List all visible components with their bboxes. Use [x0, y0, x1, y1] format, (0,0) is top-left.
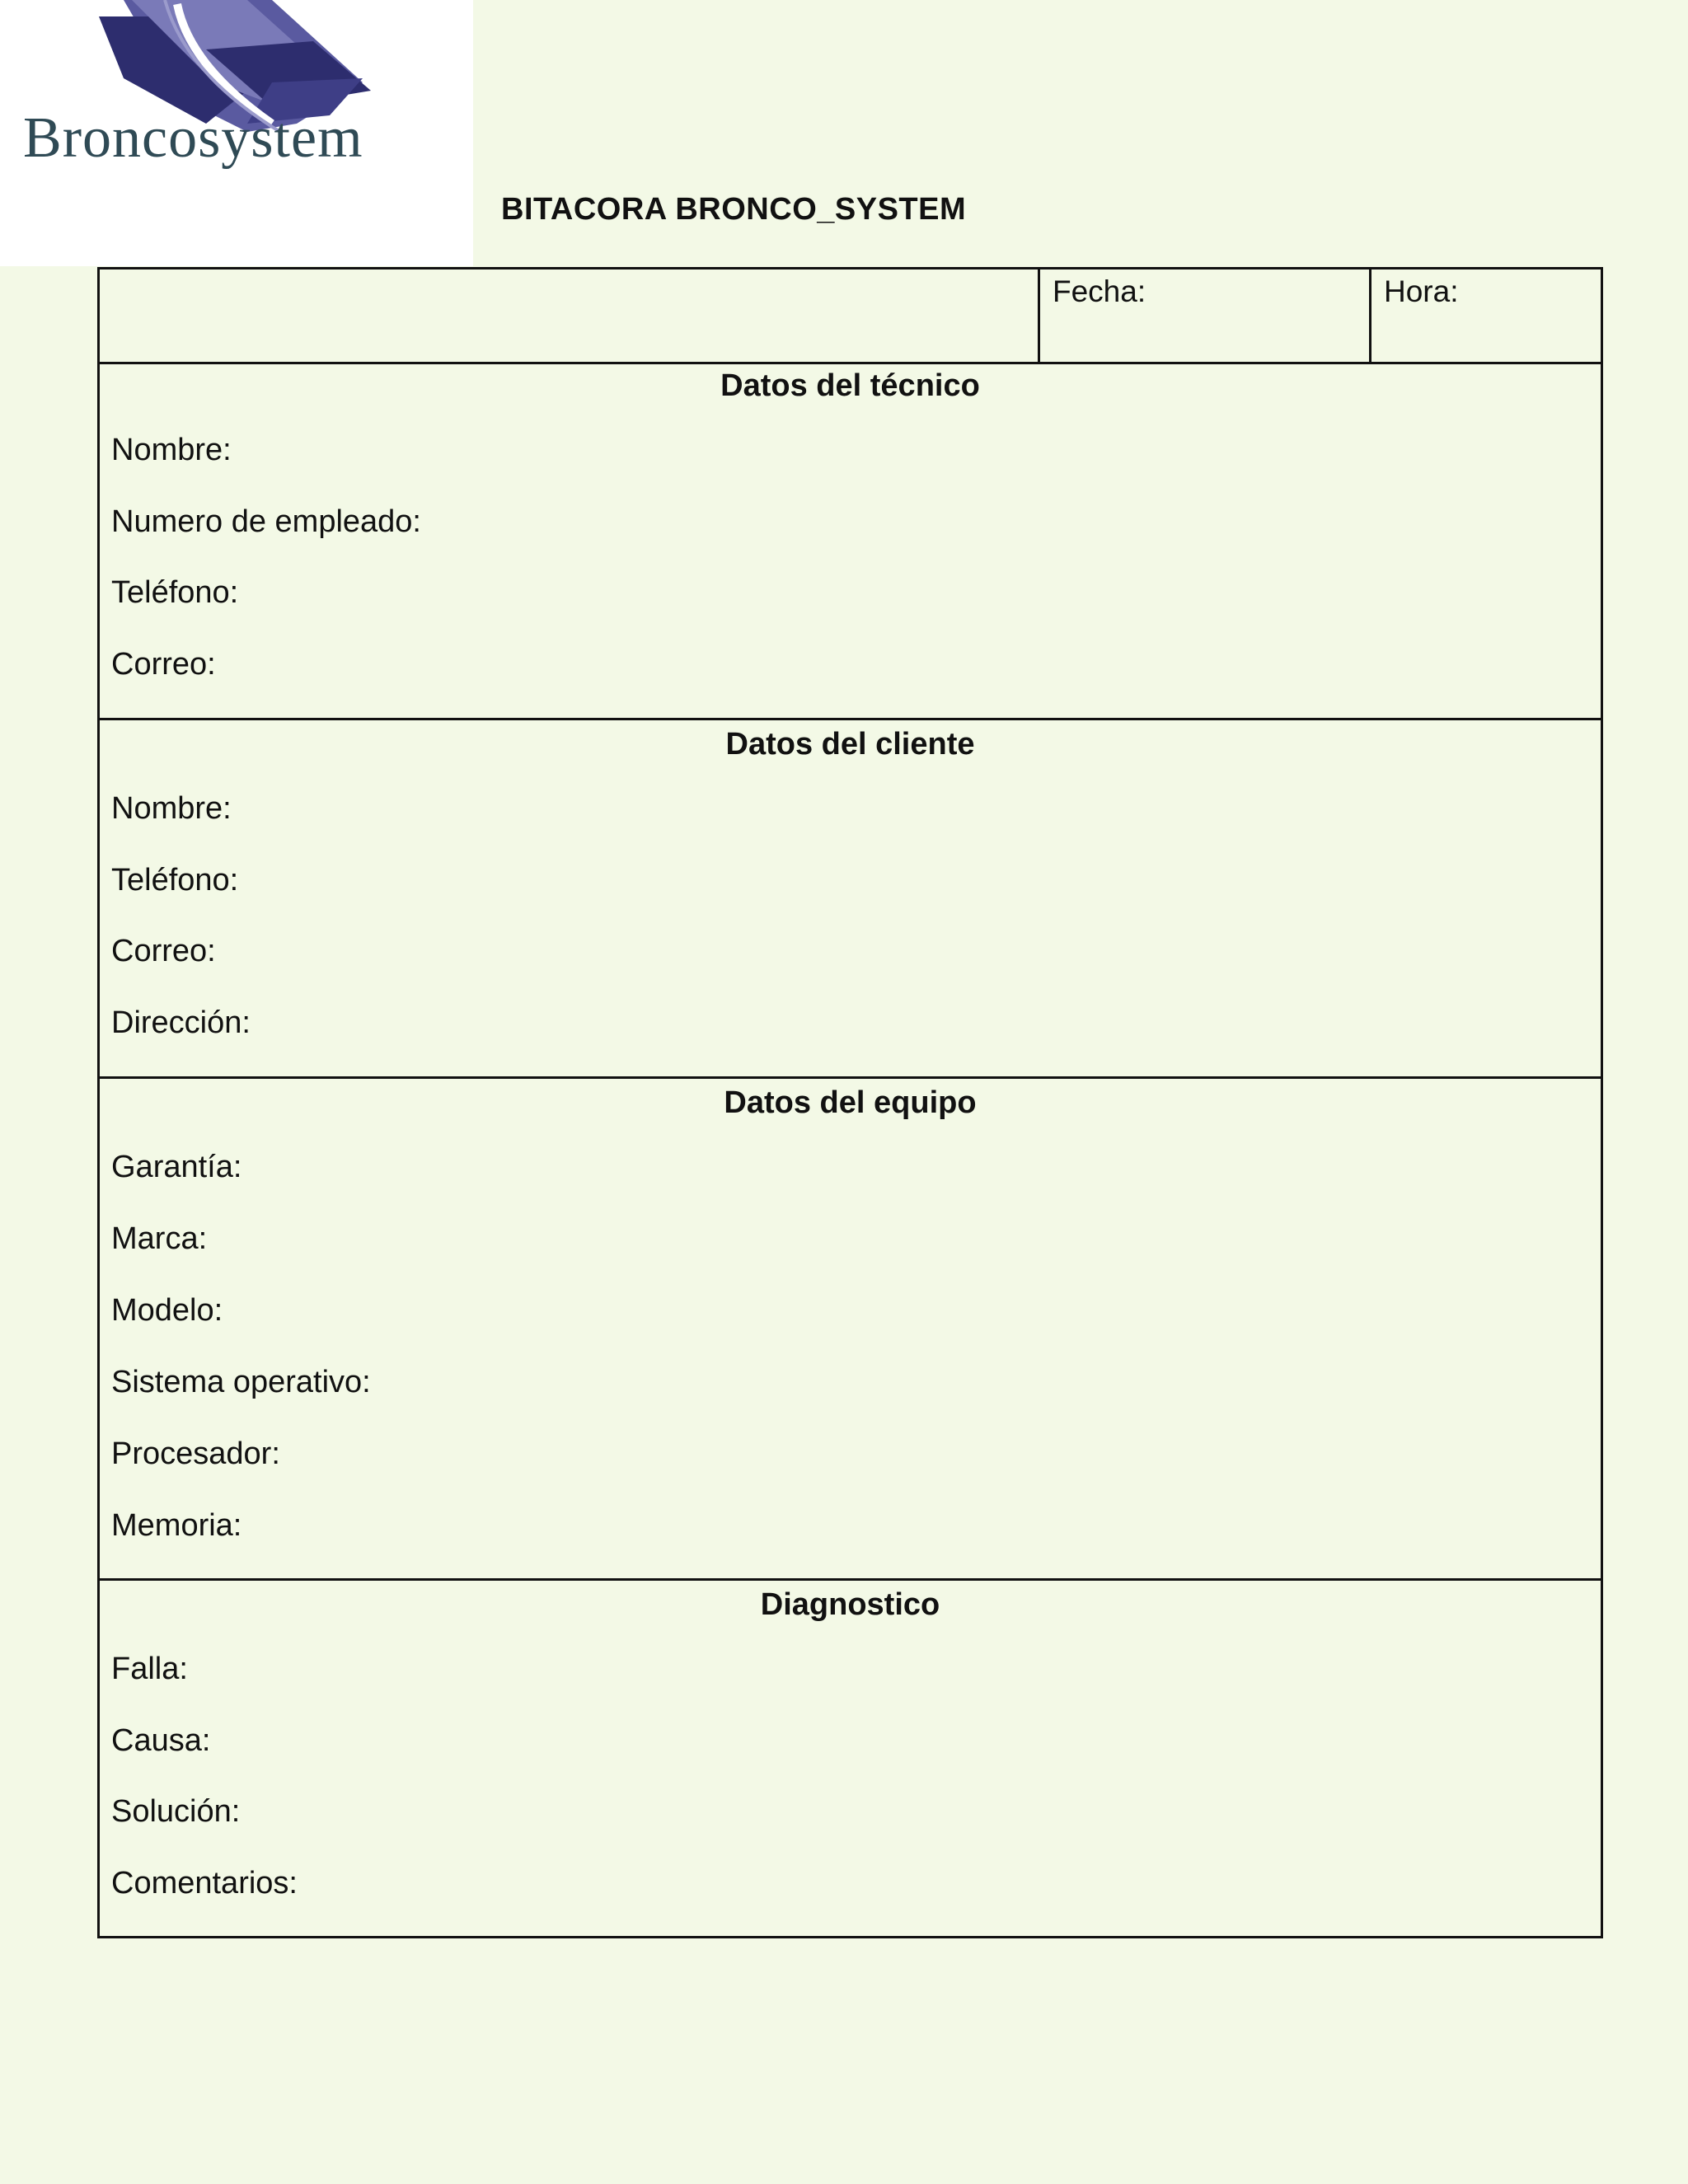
section-title: Datos del técnico	[720, 368, 980, 403]
field-label: Sistema operativo:	[111, 1365, 371, 1399]
field-label: Memoria:	[111, 1508, 242, 1543]
section-diagnostico	[100, 1581, 1601, 1936]
document-title: BITACORA BRONCO_SYSTEM	[501, 192, 967, 227]
field-label: Causa:	[111, 1723, 211, 1758]
field-label: Comentarios:	[111, 1866, 298, 1900]
field-label: Nombre:	[111, 433, 232, 467]
field-label: Modelo:	[111, 1293, 223, 1328]
fecha-label: Fecha:	[1053, 274, 1146, 308]
section-title: Diagnostico	[760, 1587, 940, 1622]
log-form-table	[97, 267, 1603, 1938]
field-label: Correo:	[111, 647, 216, 682]
field-label: Garantía:	[111, 1150, 242, 1184]
section-equipo	[100, 1079, 1601, 1581]
field-label: Marca:	[111, 1221, 208, 1256]
header-row	[100, 269, 1601, 364]
field-label: Numero de empleado:	[111, 504, 421, 539]
header-divider	[1038, 269, 1040, 362]
section-title: Datos del cliente	[725, 727, 975, 762]
field-label: Solución:	[111, 1794, 241, 1829]
field-label: Falla:	[111, 1652, 188, 1686]
section-cliente	[100, 720, 1601, 1079]
field-label: Teléfono:	[111, 575, 239, 610]
field-label: Correo:	[111, 934, 216, 968]
header-divider	[1369, 269, 1372, 362]
field-label: Dirección:	[111, 1005, 251, 1040]
field-label: Teléfono:	[111, 863, 239, 898]
field-label: Nombre:	[111, 791, 232, 826]
brand-logo	[0, 0, 473, 266]
field-label: Procesador:	[111, 1436, 280, 1471]
hora-label: Hora:	[1384, 274, 1459, 308]
logo-brand-text: Broncosystem	[23, 106, 363, 170]
section-title: Datos del equipo	[724, 1085, 977, 1120]
section-tecnico	[100, 362, 1601, 720]
